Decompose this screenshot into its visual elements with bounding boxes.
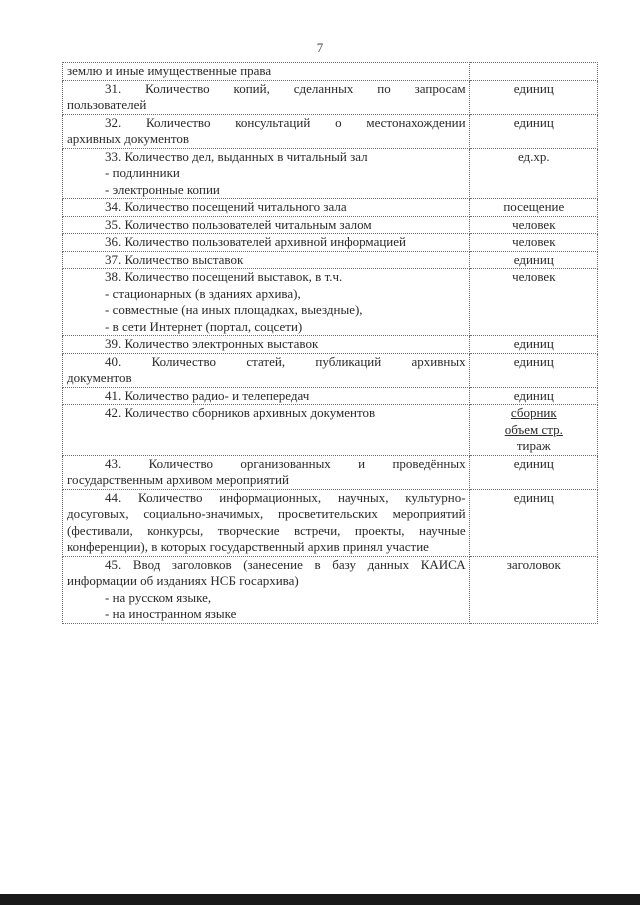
indicator-text: 41. Количество радио- и телепередач <box>105 387 310 403</box>
unit-cell <box>469 353 597 387</box>
unit-text: человек <box>512 216 556 232</box>
scan-edge-bar <box>0 894 640 905</box>
indicator-text: 34. Количество посещений читального зала <box>105 199 347 214</box>
unit-text: единиц <box>513 114 554 130</box>
indicator-cell <box>63 80 470 114</box>
unit-text: единиц <box>513 80 554 96</box>
statistics-table <box>62 62 598 624</box>
unit-text: посещение <box>503 199 565 214</box>
table-row <box>63 489 598 556</box>
unit-cell <box>469 269 597 336</box>
indicator-text: 37. Количество выставок <box>105 251 244 267</box>
sub-item: - электронные копии <box>105 181 220 197</box>
indicator-text-continuation: государственным архивом мероприятий <box>67 472 289 487</box>
unit-cell <box>469 336 597 354</box>
indicator-text: землю и иные имущественные права <box>67 63 272 78</box>
table-row <box>63 387 598 405</box>
sub-item: - стационарных (в зданиях архива), <box>105 285 301 301</box>
indicator-cell <box>63 556 470 623</box>
table-row <box>63 455 598 489</box>
unit-text: единиц <box>513 353 554 369</box>
unit-cell <box>469 63 597 81</box>
indicator-text-continuation: документов <box>67 370 132 385</box>
unit-text: единиц <box>513 455 554 471</box>
table-row <box>63 556 598 623</box>
table-row <box>63 269 598 336</box>
unit-text: человек <box>512 234 556 249</box>
unit-text: единиц <box>513 336 554 351</box>
sub-item: - подлинники <box>105 165 180 180</box>
unit-cell <box>469 251 597 269</box>
table-row <box>63 216 598 234</box>
indicator-text: 45. Ввод заголовков (занесение в базу данных КАИСА информации об изданиях НСБ госархива) <box>67 556 466 588</box>
unit-text: тираж <box>516 438 551 453</box>
unit-text: ед.хр. <box>517 148 550 164</box>
unit-text: единиц <box>513 489 554 505</box>
unit-cell <box>469 405 597 456</box>
table-row <box>63 234 598 252</box>
indicator-text-continuation: архивных документов <box>67 131 189 146</box>
sub-item: - на русском языке, <box>105 589 212 605</box>
indicator-cell <box>63 336 470 354</box>
table-row <box>63 63 598 81</box>
table-row <box>63 251 598 269</box>
indicator-text: 40. Количество статей, публикаций архивных <box>105 353 466 369</box>
indicator-text: 35. Количество пользователей читальным залом <box>105 216 372 232</box>
indicator-text: 33. Количество дел, выданных в читальный зал <box>105 148 368 164</box>
indicator-cell <box>63 199 470 217</box>
indicator-cell <box>63 269 470 336</box>
indicator-cell <box>63 251 470 269</box>
unit-cell <box>469 387 597 405</box>
indicator-text: 32. Количество консультаций о местонахождении <box>105 114 466 130</box>
table-row <box>63 199 598 217</box>
unit-cell <box>469 556 597 623</box>
indicator-cell <box>63 489 470 556</box>
unit-cell <box>469 199 597 217</box>
table-row <box>63 336 598 354</box>
unit-cell <box>469 234 597 252</box>
table-row <box>63 405 598 456</box>
table-row <box>63 353 598 387</box>
unit-cell <box>469 148 597 199</box>
unit-cell <box>469 114 597 148</box>
sub-item: - на иностранном языке <box>105 606 237 621</box>
unit-cell <box>469 489 597 556</box>
indicator-cell <box>63 114 470 148</box>
indicator-cell <box>63 234 470 252</box>
indicator-cell <box>63 148 470 199</box>
sub-item: - в сети Интернет (портал, соцсети) <box>105 318 303 334</box>
indicator-cell <box>63 455 470 489</box>
indicator-text-continuation: пользователей <box>67 97 147 112</box>
table-row <box>63 148 598 199</box>
unit-text: единиц <box>513 251 554 267</box>
indicator-text: 39. Количество электронных выставок <box>105 336 319 351</box>
indicator-text: 36. Количество пользователей архивной информацией <box>105 234 406 249</box>
table-row <box>63 114 598 148</box>
unit-cell <box>469 216 597 234</box>
indicator-text: 44. Количество информационных, научных, культурно-досуговых, социально-значимых, просветительских мероприятий (фестивали, конкурсы, творческие встречи, проекты, научные конференции), в которых государственный архив принял участие <box>67 489 466 554</box>
indicator-cell <box>63 353 470 387</box>
indicator-text: 42. Количество сборников архивных документов <box>105 405 376 420</box>
page-number: 7 <box>316 40 324 55</box>
indicator-cell <box>63 405 470 456</box>
unit-text: человек <box>512 269 556 284</box>
unit-text: объем стр. <box>504 421 563 437</box>
unit-text: заголовок <box>506 556 561 572</box>
indicator-text: 38. Количество посещений выставок, в т.ч. <box>105 269 343 284</box>
indicator-cell <box>63 387 470 405</box>
unit-cell <box>469 80 597 114</box>
unit-text: сборник <box>510 405 557 420</box>
indicator-text: 43. Количество организованных и проведённых <box>105 455 466 471</box>
table-row <box>63 80 598 114</box>
indicator-cell <box>63 63 470 81</box>
indicator-cell <box>63 216 470 234</box>
sub-item: - совместные (на иных площадках, выездные), <box>105 302 363 317</box>
indicator-text: 31. Количество копий, сделанных по запросам <box>105 80 466 96</box>
unit-cell <box>469 455 597 489</box>
unit-text: единиц <box>513 387 554 403</box>
